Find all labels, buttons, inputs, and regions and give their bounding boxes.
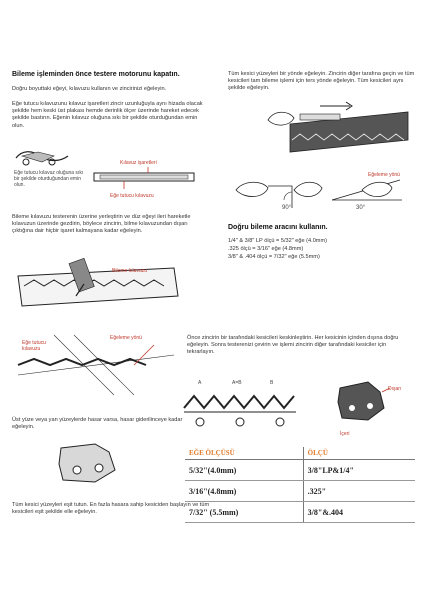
table-cell-gauge: 3/8"LP&1/4"	[303, 460, 415, 481]
label-a-equals-b: A=B	[232, 380, 242, 386]
left-para-4: Üst yüze veya yan yüzeylerde hasar varsa, hasar giderilinceye kadar eğeleyin.	[12, 417, 183, 431]
label-out: Dışarı	[388, 386, 402, 392]
table-cell-gauge: .325"	[303, 481, 415, 502]
caption-file-holder: Eğe tutucu kılavuz oluğuna sıkı bir şekilde oturduğundan emin olun.	[14, 170, 84, 188]
left-heading: Bileme işleminden önce testere motorunu kapatın.	[12, 71, 180, 78]
angle-hands-illustration	[232, 160, 412, 220]
hands-filing-illustration	[260, 100, 410, 160]
size-line-2: .325 ölçü = 3/16" eğe (4.8mm)	[228, 246, 304, 252]
table-cell-file: 5/32"(4.0mm)	[185, 460, 303, 481]
table-cell-file: 7/32" (5.5mm)	[185, 502, 303, 523]
table-cell-gauge: 3/8"&.404	[303, 502, 415, 523]
table-header-file: EĞE ÖLÇÜSÜ	[185, 447, 303, 460]
label-file-holder: Eğe tutucu kılavuzu	[110, 193, 154, 199]
angle-90-label: 90°	[282, 205, 292, 211]
label-file-holder-2: Eğe tutucu kılavuzu	[22, 340, 46, 352]
left-para-2: Eğe tutucu kılavuzunu kılavuz işaretleri zincir uzunluğuyla aynı hizada olacak şekilde hem keski üst plakası hemde derinlik ölçer üzerinde hareket edecek şekilde bastırın. Eğenin kılavuz oluğuna sıkı bir şekilde oturduğundan emin olun.	[12, 101, 203, 129]
label-b: B	[270, 380, 274, 386]
left-para-1: Doğru boyuttaki eğeyi, kılavuzu kullanın ve zincirinizi eğeleyin.	[12, 86, 167, 92]
table-row	[185, 481, 415, 502]
table-row	[185, 502, 415, 523]
table-row	[185, 460, 415, 481]
label-a: A	[198, 380, 202, 386]
right-para-3: Önce zincirin bir tarafındaki kesicileri keskinleştirin. Her kesicinin içinden dışına doğru eğeleyin. Sonra testerenizi çevirin ve işlemi zincirin diğer tarafındaki kesiciler için tekrarlayın.	[187, 335, 399, 356]
label-guide-marks: Kılavuz işaretleri	[120, 160, 157, 166]
angle-30-label: 30°	[356, 205, 366, 211]
cutter-in-out-illustration	[332, 378, 392, 428]
chain-depth-illustration	[180, 378, 300, 433]
cutter-tooth-illustration	[55, 440, 125, 485]
right-para-1: Tüm kesici yüzeyleri bir yönde eğeleyin. Zincirin diğer tarafına geçin ve tüm kesicileri tam bileme işlemi için ters yönde eğeleyin. Tüm kesicileri aynı şekilde eğeleyin.	[228, 71, 415, 92]
table-cell-file: 3/16"(4.8mm)	[185, 481, 303, 502]
left-para-5: Tüm kesici yüzeyleri eşit tutun. En fazla hasara sahip kesiciden başlayın ve tüm kesicileri eşit şekilde elle eğeleyin.	[12, 502, 210, 516]
label-in: İçeri	[340, 431, 350, 437]
file-size-table	[185, 447, 415, 523]
sharpening-guide-illustration	[14, 256, 184, 316]
label-filing-direction-2: Eğeleme yönü	[110, 335, 142, 341]
left-para-3: Bileme kılavuzu testerenin üzerine yerleştirin ve düz eğeyi ileri hareketle kılavuzun üzerinde gezdirin, böylece zincirin, bilme kılavuzundan dışarı çıktığına dair hiçbir işaret kalmayana kadar eğeleyin.	[12, 214, 191, 235]
size-line-1: 1/4" & 3/8" LP ölçü = 5/32" eğe (4.0mm)	[228, 238, 327, 244]
file-holder-guide-illustration	[90, 163, 200, 193]
table-header-gauge: ÖLÇÜ	[303, 447, 415, 460]
right-heading: Doğru bileme aracını kullanın.	[228, 224, 328, 231]
table-header-row	[185, 447, 415, 460]
size-line-3: 3/8" & .404 ölçü = 7/32" eğe (5.5mm)	[228, 254, 320, 260]
label-filing-direction: Eğeleme yönü	[368, 172, 400, 178]
label-sharpening-guide: Bileme kılavuzu	[112, 268, 148, 274]
